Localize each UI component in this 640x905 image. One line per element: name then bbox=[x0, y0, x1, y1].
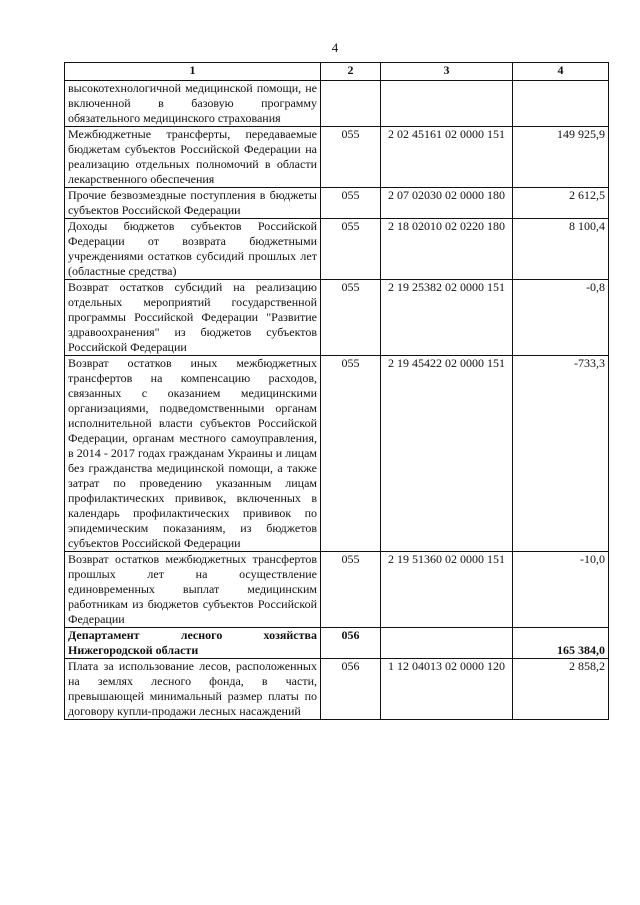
row-classification-code: 2 19 45422 02 0000 151 bbox=[381, 356, 513, 552]
header-amount: 4 bbox=[513, 63, 609, 81]
row-name: Возврат остатков межбюджетных трансфертов прошлых лет на осуществление единовременных выплат медицинским работникам из бюджетов субъектов Российской Федерации bbox=[65, 552, 321, 628]
page-number: 4 bbox=[331, 40, 339, 55]
table-row bbox=[65, 659, 609, 720]
row-name: Возврат остатков субсидий на реализацию отдельных мероприятий государственной программы Российской Федерации "Развитие здравоохранения" из бюджетов субъектов Российской Федерации bbox=[65, 280, 321, 356]
row-amount: -0,8 bbox=[513, 280, 609, 356]
table-row bbox=[65, 219, 609, 280]
table-row bbox=[65, 81, 609, 127]
row-admin-code: 055 bbox=[321, 219, 381, 280]
row-name: Межбюджетные трансферты, передаваемые бюджетам субъектов Российской Федерации на реализацию отдельных полномочий в области лекарственного обеспечения bbox=[65, 127, 321, 188]
row-admin-code: 055 bbox=[321, 552, 381, 628]
row-admin-code: 055 bbox=[321, 188, 381, 219]
row-admin-code bbox=[321, 81, 381, 127]
row-admin-code: 055 bbox=[321, 356, 381, 552]
table-row bbox=[65, 127, 609, 188]
row-amount: -733,3 bbox=[513, 356, 609, 552]
table-row bbox=[65, 280, 609, 356]
row-classification-code: 2 19 51360 02 0000 151 bbox=[381, 552, 513, 628]
table-body bbox=[65, 81, 609, 720]
table-row bbox=[65, 552, 609, 628]
row-admin-code: 056 bbox=[321, 628, 381, 659]
row-name: Возврат остатков иных межбюджетных трансфертов на компенсацию расходов, связанных с оказанием медицинскими организациями, подведомственными органам исполнительной власти субъектов Российской Федерации, органам местного самоуправления, в 2014 - 2017 годах гражданам Украины и лицам без гражданства медицинской помощи, а также затрат по проведению указанным лицам профилактических прививок, включенных в календарь профилактических прививок по эпидемическим показаниям, из бюджетов субъектов Российской Федерации bbox=[65, 356, 321, 552]
row-name: Департамент лесного хозяйства Нижегородской области bbox=[65, 628, 321, 659]
row-classification-code: 2 02 45161 02 0000 151 bbox=[381, 127, 513, 188]
budget-table bbox=[64, 62, 609, 720]
row-classification-code: 2 18 02010 02 0220 180 bbox=[381, 219, 513, 280]
row-admin-code: 056 bbox=[321, 659, 381, 720]
row-classification-code: 2 19 25382 02 0000 151 bbox=[381, 280, 513, 356]
row-name: Плата за использование лесов, расположенных на землях лесного фонда, в части, превышающей минимальный размер платы по договору купли-продажи лесных насаждений bbox=[65, 659, 321, 720]
row-name: Прочие безвозмездные поступления в бюджеты субъектов Российской Федерации bbox=[65, 188, 321, 219]
row-amount: 8 100,4 bbox=[513, 219, 609, 280]
row-classification-code bbox=[381, 628, 513, 659]
table-row bbox=[65, 628, 609, 659]
row-amount: 2 612,5 bbox=[513, 188, 609, 219]
row-amount: 149 925,9 bbox=[513, 127, 609, 188]
row-admin-code: 055 bbox=[321, 127, 381, 188]
row-amount bbox=[513, 81, 609, 127]
row-classification-code: 2 07 02030 02 0000 180 bbox=[381, 188, 513, 219]
row-amount: 2 858,2 bbox=[513, 659, 609, 720]
row-classification-code: 1 12 04013 02 0000 120 bbox=[381, 659, 513, 720]
header-classification-code: 3 bbox=[381, 63, 513, 81]
table-row bbox=[65, 188, 609, 219]
table-row bbox=[65, 356, 609, 552]
header-name: 1 bbox=[65, 63, 321, 81]
row-classification-code bbox=[381, 81, 513, 127]
row-amount: -10,0 bbox=[513, 552, 609, 628]
row-admin-code: 055 bbox=[321, 280, 381, 356]
row-name: высокотехнологичной медицинской помощи, не включенной в базовую программу обязательного медицинского страхования bbox=[65, 81, 321, 127]
row-amount: 165 384,0 bbox=[513, 628, 609, 659]
table-header-row bbox=[65, 63, 609, 81]
header-admin-code: 2 bbox=[321, 63, 381, 81]
row-name: Доходы бюджетов субъектов Российской Федерации от возврата бюджетными учреждениями остатков субсидий прошлых лет (областные средства) bbox=[65, 219, 321, 280]
